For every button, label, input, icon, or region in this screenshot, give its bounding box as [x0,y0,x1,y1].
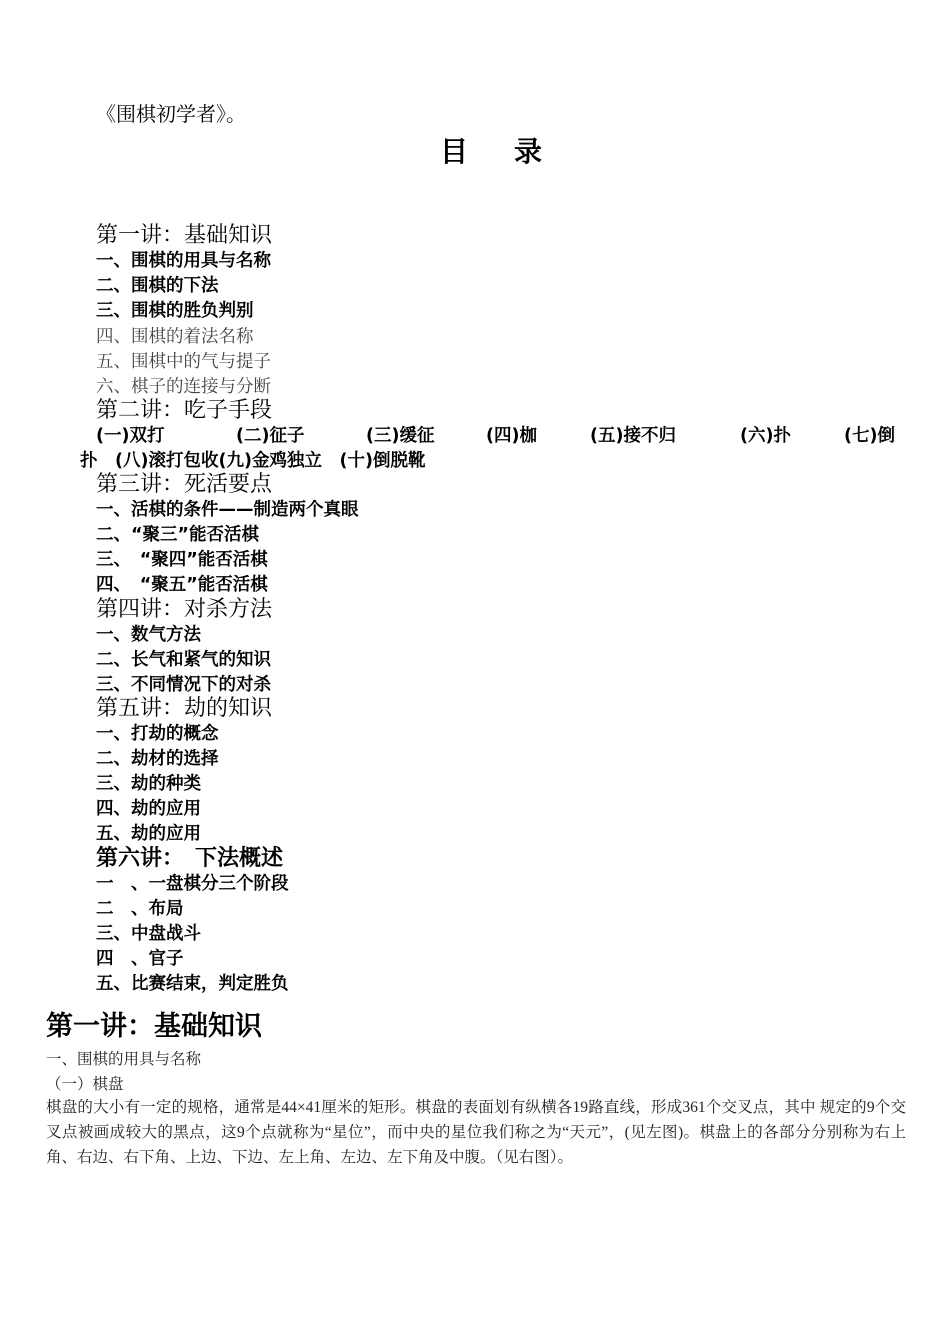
toc-item: 三、 “聚四”能否活棋 [96,550,268,570]
toc-item: 五、劫的应用 [96,824,201,844]
toc-lecture-5-title: 第五讲：劫的知识 [96,696,273,721]
toc-technique: (七)倒 [844,426,895,446]
toc-lecture-1-title: 第一讲：基础知识 [96,223,273,248]
section-subheading: 一、围棋的用具与名称 [46,1051,202,1068]
toc-item: 四、围棋的着法名称 [96,326,254,346]
toc-lecture-6-title: 第六讲： 下法概述 [96,846,284,871]
toc-item: 二、“聚三”能否活棋 [96,525,260,545]
toc-title [440,130,542,170]
toc-item: 一 、一盘棋分三个阶段 [96,874,289,894]
toc-lecture-3-title: 第三讲：死活要点 [96,472,273,497]
toc-item: 三、中盘战斗 [96,924,201,944]
section-subsubheading: （一）棋盘 [46,1076,124,1093]
toc-item: 一、打劫的概念 [96,724,219,744]
toc-lecture-2-title: 第二讲：吃子手段 [96,398,273,423]
toc-item: 六、棋子的连接与分断 [96,376,271,396]
toc-technique: (二)征子 [236,426,305,446]
toc-technique: (一)双打 [96,426,165,446]
toc-technique: (五)接不归 [590,426,676,446]
toc-item: 五、围棋中的气与提子 [96,351,271,371]
toc-item: 五、比赛结束，判定胜负 [96,974,289,994]
toc-item: 二、围棋的下法 [96,276,219,296]
toc-lecture-4-title: 第四讲：对杀方法 [96,597,273,622]
section-paragraph: 棋盘的大小有一定的规格，通常是44×41厘米的矩形。棋盘的表面划有纵横各19路直线，形成361个交叉点，其中 规定的9个交叉点被画成较大的黑点，这9个点就称为“星位”，而中央的星位我们称之为“天元”，(见左图)。棋盘上的各部分分别称为右上角、右边、右下角、上边、下边、左上角、左边、左下角及中腹。（见右图）。 [46,1099,906,1166]
toc-technique: (四)枷 [486,426,537,446]
toc-item: 四 、官子 [96,949,184,969]
toc-techniques-line-2: 扑 (八)滚打包收(九)金鸡独立 (十)倒脱靴 [80,451,426,471]
toc-item: 一、数气方法 [96,625,201,645]
toc-item: 三、劫的种类 [96,774,201,794]
toc-technique: (三)缓征 [366,426,435,446]
toc-item: 四、 “聚五”能否活棋 [96,575,268,595]
toc-item: 一、围棋的用具与名称 [96,251,271,271]
toc-item: 一、活棋的条件——制造两个真眼 [96,500,359,520]
section-heading: 第一讲：基础知识 [46,1011,262,1042]
toc-item: 二 、布局 [96,899,184,919]
toc-title-char-2: 录 [514,135,543,168]
toc-item: 三、围棋的胜负判别 [96,301,254,321]
intro-text: 《围棋初学者》。 [96,104,246,126]
toc-item: 二、长气和紧气的知识 [96,650,271,670]
toc-item: 三、不同情况下的对杀 [96,675,271,695]
toc-title-char-1: 目 [440,135,469,168]
toc-item: 四、劫的应用 [96,799,201,819]
toc-item: 二、劫材的选择 [96,749,219,769]
toc-technique: (六)扑 [740,426,791,446]
